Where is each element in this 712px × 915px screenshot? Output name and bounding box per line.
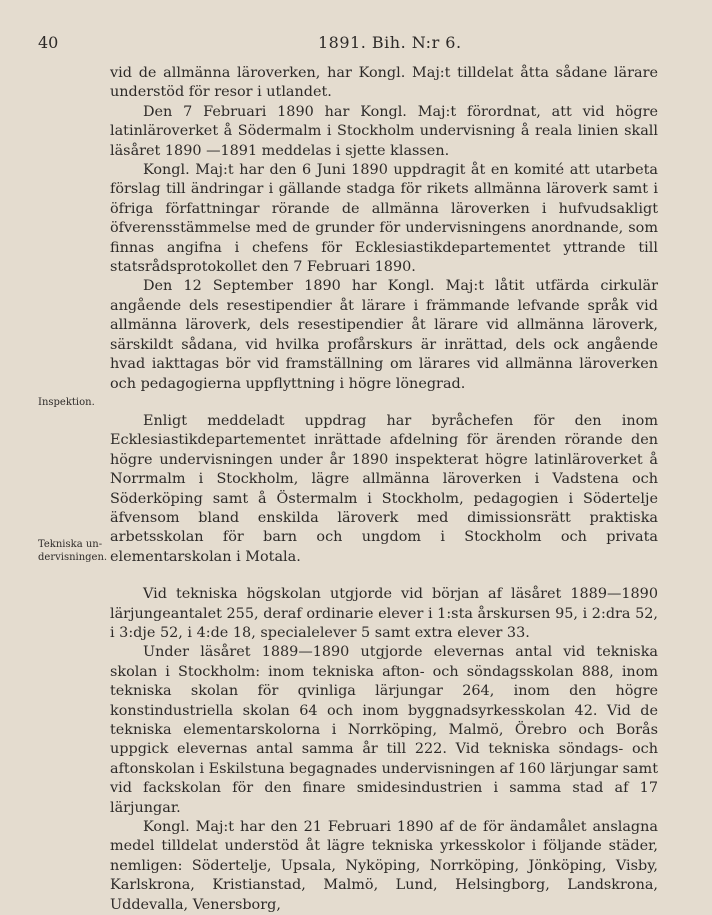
body-text bbox=[110, 64, 658, 915]
paragraph: Kongl. Maj:t har den 6 Juni 1890 uppdragit åt en komité att utarbeta förslag till ändringar i gällande stadga för rikets allmänna läroverk samt i öfriga författningar rörande de allmänna läroverken i hufvudsakligt öfverensstämmelse med de grunder för undervisningens anordnande, som finnas angifna i chefens för Ecklesiastikdepartementet yttrande till statsrådsprotokollet den 7 Februari 1890. bbox=[110, 162, 658, 276]
margin-note-line: Tekniska un- bbox=[38, 539, 103, 550]
margin-note-text: Inspektion. bbox=[38, 397, 95, 408]
paragraph: Vid tekniska högskolan utgjorde vid början af läsåret 1889—1890 lärjungeantalet 255, deraf ordinarie elever i 1:sta årskursen 95, i 2:dra 52, i 3:dje 52, i 4:de 18, specialelever 5 samt extra elever 33. bbox=[110, 586, 658, 641]
paragraph: Enligt meddeladt uppdrag har byråchefen för den inom Ecklesiastikdepartementet inrättade afdelning för ärenden rörande den högre undervisningen under år 1890 inspekterat högre latinläroverket å Norrmalm i Stockholm, lägre allmänna läroverken i Vadstena och Söderköping samt å Östermalm i Stockholm, pedagogien i Södertelje äfvensom bland enskilda läroverk med dimissionsrätt praktiska arbetsskolan för barn och ungdom i Stockholm och privata elementarskolan i Motala. bbox=[110, 412, 658, 565]
paragraph: Den 12 September 1890 har Kongl. Maj:t låtit utfärda cirkulär angående dels resestipendier åt lärare i främmande lefvande språk vid allmänna läroverk, dels resestipendier åt lärare vid allmänna läroverk, särskildt sådana, vid hvilka profårskurs är inrättad, dels ock angående hvad iakttagas bör vid framställning om lärares vid allmänna läroverken och pedagogierna uppflyttning i högre lönegrad. bbox=[110, 278, 658, 392]
paragraph: Kongl. Maj:t har den 21 Februari 1890 af de för ändamålet anslagna medel tilldelat understöd åt lägre tekniska yrkesskolor i följande städer, nemligen: Södertelje, Upsala, Nyköping, Norrköping, Jönköping, Visby, Karlskrona, Kristianstad, Malmö, Lund, Helsingborg, Landskrona, Uddevalla, Venersborg, bbox=[110, 819, 658, 913]
running-header: 1891. Bih. N:r 6. bbox=[318, 33, 462, 52]
margin-note-inspektion bbox=[38, 397, 95, 410]
paragraph: Den 7 Februari 1890 har Kongl. Maj:t förordnat, att vid högre latinläroverket å Södermalm i Stockholm undervisning å reala linien skall läsåret 1890 —1891 meddelas i sjette klassen. bbox=[110, 103, 658, 159]
paragraph: vid de allmänna läroverken, har Kongl. Maj:t tilldelat åtta sådane lärare understöd för resor i utlandet. bbox=[110, 65, 658, 101]
paragraph: Under läsåret 1889—1890 utgjorde elevernas antal vid tekniska skolan i Stockholm: inom tekniska afton- och söndagsskolan 888, inom tekniska skolan för qvinliga lärjungar 264, inom den högre konstindustriella skolan 64 och inom byggnadsyrkesskolan 42. Vid de tekniska elementarskolorna i Norrköping, Malmö, Örebro och Borås uppgick elevernas antal samma år till 222. Vid tekniska söndags- och aftonskolan i Eskilstuna begagnades undervisningen af 160 lärjungar samt vid fackskolan för den finare smidesindustrien i samma stad af 17 lärjungar. bbox=[110, 644, 658, 816]
margin-note-tekniska bbox=[38, 539, 107, 564]
margin-note-line: dervisningen. bbox=[38, 551, 108, 563]
page-number: 40 bbox=[38, 33, 59, 52]
